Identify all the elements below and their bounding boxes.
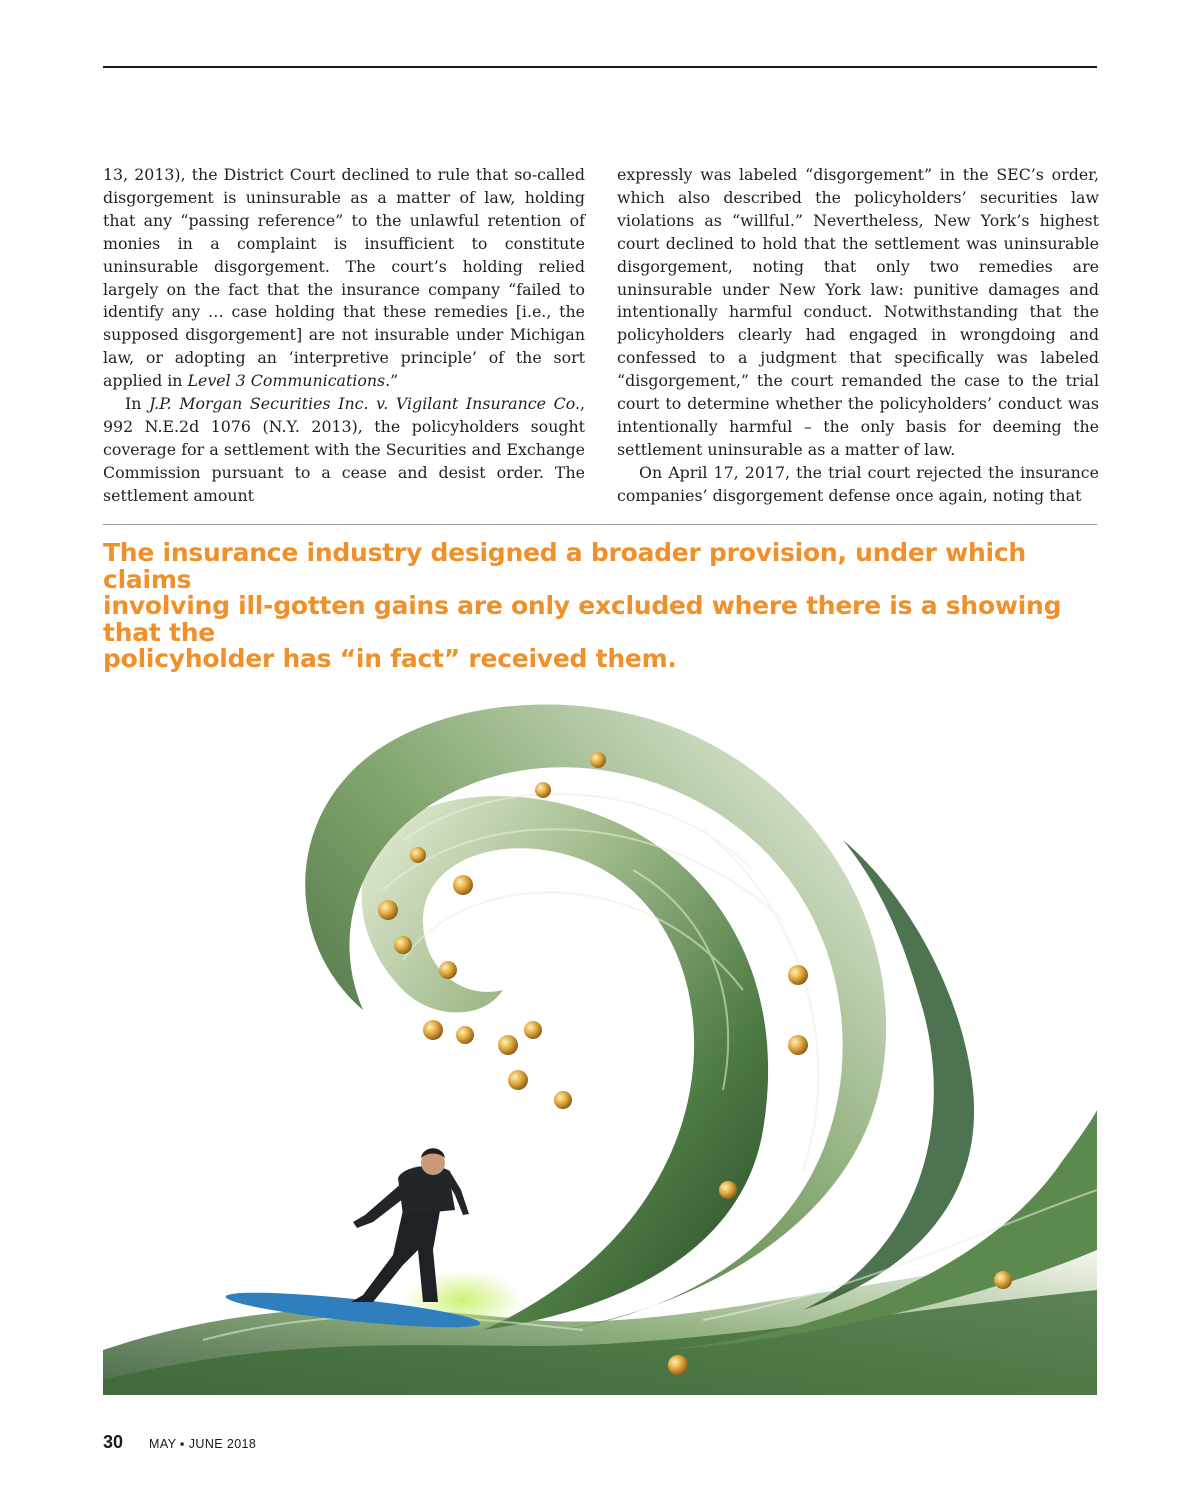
article-column-right	[617, 164, 1099, 505]
issue-date: MAY ▪ JUNE 2018	[149, 1437, 257, 1451]
page-number: 30	[103, 1432, 124, 1452]
page-footer	[103, 1432, 256, 1453]
paragraph: expressly was labeled “disgorgement” in the SEC’s order, which also described the policyholders’ securities law violations as “willful.” Nevertheless, New York’s highest court declined to hold that the settlement was uninsurable disgorgement, noting that only two remedies are uninsurable under New York law: punitive damages and intentionally harmful conduct. Notwithstanding that the policyholders clearly had engaged in wrongdoing and confessed to a judgment that specifically was labeled “disgorgement,” the court remanded the case to the trial court to determine whether the policyholders’ conduct was intentionally harmful – the only basis for deeming the settlement uninsurable as a matter of law.	[617, 165, 1099, 459]
case-name: J.P. Morgan Securities Inc. v. Vigilant Insurance Co.	[149, 394, 580, 414]
paragraph: 13, 2013), the District Court declined to rule that so-called disgorgement is uninsurable as a matter of law, holding that any “passing reference” to the unlawful retention of monies in a complaint is insufficient to constitute uninsurable disgorgement. The court’s holding relied largely on the fact that the insurance company “failed to identify any … case holding that these remedies [i.e., the supposed disgorgement] are not insurable under Michigan law, or adopting an ‘interpretive principle’ of the sort applied in Level 3 Communications.”	[103, 165, 585, 391]
paragraph: On April 17, 2017, the trial court rejected the insurance companies’ disgorgement defense once again, noting that	[617, 462, 1099, 505]
money-wave-illustration	[103, 690, 1097, 1395]
pull-quote	[103, 540, 1103, 673]
pull-quote-line: The insurance industry designed a broader provision, under which claims	[103, 538, 1026, 594]
top-rule	[103, 66, 1097, 68]
article-column-left	[103, 164, 585, 505]
pull-quote-line: policyholder has “in fact” received them.	[103, 644, 677, 673]
case-name: Level 3 Communications	[187, 371, 386, 391]
money-wave	[103, 704, 1097, 1395]
paragraph: In J.P. Morgan Securities Inc. v. Vigilant Insurance Co., 992 N.E.2d 1076 (N.Y. 2013), the policyholders sought coverage for a settlement with the Securities and Exchange Commission pursuant to a cease and desist order. The settlement amount	[103, 394, 585, 505]
pull-quote-line: involving ill-gotten gains are only excluded where there is a showing that the	[103, 591, 1062, 647]
section-rule	[103, 524, 1097, 525]
